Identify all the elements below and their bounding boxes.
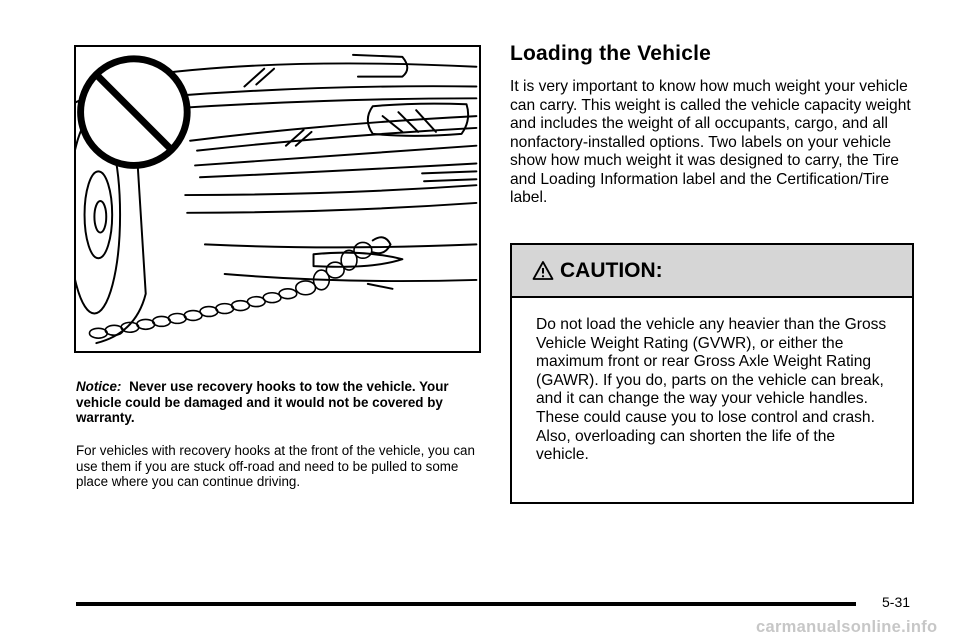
caution-box: [510, 243, 914, 504]
caution-title: CAUTION:: [560, 258, 663, 282]
watermark: carmanualsonline.info: [756, 618, 938, 636]
notice-text: Never use recovery hooks to tow the vehicle. Your vehicle could be damaged and it would not be covered by warranty.: [76, 379, 449, 425]
notice-label: Notice:: [76, 379, 122, 394]
caution-header: [512, 245, 912, 298]
prohibition-icon: [81, 59, 188, 166]
loading-paragraph: It is very important to know how much weight your vehicle can carry. This weight is called the vehicle capacity weight and includes the weight of all occupants, cargo, and all nonfactory-installed options. Two labels on your vehicle show how much weight it was designed to carry, the Tire and Loading Information label and the Certification/Tire label.: [510, 78, 911, 206]
section-title: Loading the Vehicle: [510, 42, 712, 65]
caution-text: Do not load the vehicle any heavier than the Gross Vehicle Weight Rating (GVWR), or either the maximum front or rear Gross Axle Weight Rating (GAWR). If you do, parts on the vehicle can break, and it can change the way your vehicle handles. These could cause you to lose control and crash. Also, overloading can shorten the life of the vehicle.: [536, 316, 887, 464]
recovery-hooks-paragraph: For vehicles with recovery hooks at the front of the vehicle, you can use them if you are stuck off-road and need to be pulled to some place where you can continue driving.: [76, 443, 475, 489]
page-number: 5-31: [882, 594, 911, 610]
vehicle-chain-drawing: [76, 47, 479, 351]
warning-triangle-icon: [532, 260, 554, 282]
towing-illustration: [74, 45, 481, 353]
notice-paragraph: [76, 379, 476, 426]
footer-rule: [76, 602, 856, 606]
